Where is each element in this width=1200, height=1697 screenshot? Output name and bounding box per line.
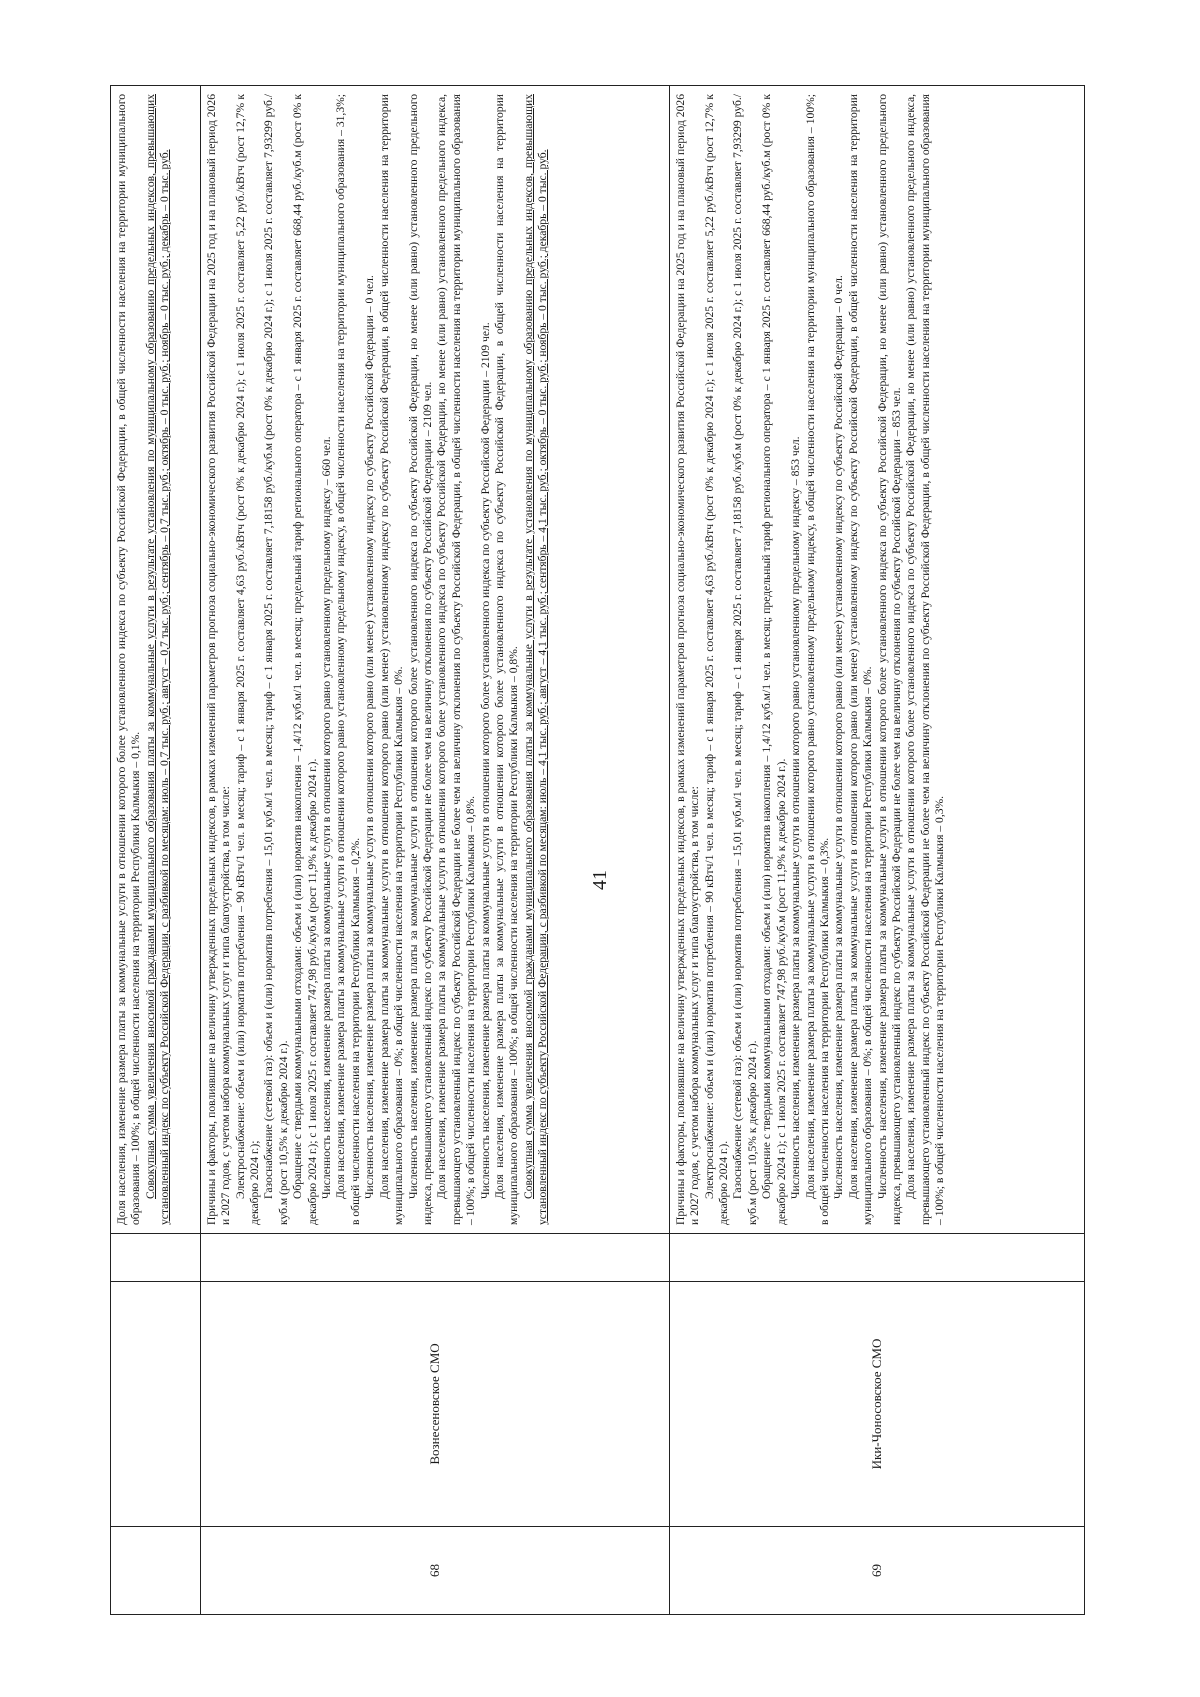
table-row: [670, 86, 1084, 1614]
empty-cell: [670, 1233, 1084, 1281]
page-number: 41: [589, 870, 611, 890]
paragraph: Обращение с твердыми коммунальными отходами: объем и (или) норматив накопления – 1,4/12 куб.м/1 чел. в месяц; предельный тариф регионального оператора – с 1 января 2025 г. составляет 668,44 руб./куб.м (рост 0% к декабрю 2024 г.); с 1 июля 2025 г. составляет 747,98 руб./куб.м (рост 11,9% к декабрю 2024 г.).: [760, 94, 788, 1225]
paragraph: Доля населения, изменение размера платы за коммунальные услуги в отношении которого более установленного индекса по субъекту Российской Федерации, в общей численности населения на территории муниципального образования – 100%; в общей численности населения на территории Республики Калмыкия – 0,8%.: [492, 94, 521, 1225]
paragraph: Доля населения, изменение размера платы за коммунальные услуги в отношении которого равно установленному предельному индексу, в общей численности населения на территории муниципального образования – 100%; в общей численности населения на территории Республики Калмыкия – 0,3%.: [803, 94, 831, 1225]
paragraph: Причины и факторы, повлиявшие на величину утвержденных предельных индексов, в рамках изменений параметров прогноза социально-экономического развития Российской Федерации на 2025 год и на плановый период 2026 и 2027 годов, с учетом набора коммунальных услуг и типа благоустройства, в том числе:: [673, 94, 702, 1225]
data-table: [110, 85, 1085, 1615]
empty-cell: [111, 1233, 200, 1281]
description-cell: [111, 86, 200, 1233]
paragraph: Газоснабжение (сетевой газ): объем и (или) норматив потребления – 15,01 куб.м/1 чел. в месяц; тариф – с 1 января 2025 г. составляет 7,18158 руб./куб.м (рост 0% к декабрю 2024 г.); с 1 июля 2025 г. составляет 7,93299 руб./куб.м (рост 10,5% к декабрю 2024 г.).: [731, 94, 759, 1225]
description-cell: [201, 86, 669, 1233]
paragraph: Доля населения, изменение размера платы за коммунальные услуги в отношении которого равно (или менее) установленному индексу по субъекту Российской Федерации, в общей численности населения на территории муниципального образования – 0%; в общей численности населения на территории Республики Калмыкия – 0%.: [846, 94, 875, 1225]
row-number-cell: [201, 1526, 669, 1614]
paragraph: Доля населения, изменение размера платы за коммунальные услуги в отношении которого более установленного индекса по субъекту Российской Федерации, но менее (или равно) установленного предельного индекса, превышающего установленный индекс по субъекту Российской Федерации не более чем на величину отклонения по субъекту Российской Федерации, в общей численности населения на территории муниципального образования – 100%; в общей численности населения на территории Республики Калмыкия – 0,8%.: [435, 94, 478, 1225]
municipality-cell: [201, 1281, 669, 1526]
paragraph: Доля населения, изменение размера платы за коммунальные услуги в отношении которого равно установленному предельному индексу, в общей численности населения на территории муниципального образования – 31,3%; в общей численности населения на территории Республики Калмыкия – 0,2%.: [334, 94, 362, 1225]
paragraph: Доля населения, изменение размера платы за коммунальные услуги в отношении которого более установленного индекса по субъекту Российской Федерации, в общей численности населения на территории муниципального образования – 100%; в общей численности населения на территории Республики Калмыкия – 0,1%.: [115, 94, 143, 1225]
paragraph: Доля населения, изменение размера платы за коммунальные услуги в отношении которого более установленного индекса по субъекту Российской Федерации, но менее (или равно) установленного предельного индекса, превышающего установленный индекс по субъекту Российской Федерации не более чем на величину отклонения по субъекту Российской Федерации, в общей численности населения на территории муниципального образования – 100%; в общей численности населения на территории Республики Калмыкия – 0,3%.: [904, 94, 947, 1225]
paragraph: Совокупная сумма увеличения вносимой гражданами муниципального образования платы за коммунальные услуги в результате установления по муниципальному образованию предельных индексов, превышающих установленный индекс по субъекту Российской Федерации, с разбивкой по месяцам: июль – 4,1 тыс. руб.; август – 4,1 тыс. руб.; сентябрь – 4,1 тыс. руб.; октябрь – 0 тыс. руб.; ноябрь – 0 тыс. руб.; декабрь – 0 тыс. руб.: [521, 94, 550, 1225]
paragraph: Электроснабжение: объем и (или) норматив потребления – 90 кВтч/1 чел. в месяц; тариф – с 1 января 2025 г. составляет 4,63 руб./кВтч (рост 0% к декабрю 2024 г.); с 1 июля 2025 г. составляет 5,22 руб./кВтч (рост 12,7% к декабрю 2024 г.).: [702, 94, 731, 1225]
paragraph: Совокупная сумма увеличения вносимой гражданами муниципального образования платы за коммунальные услуги в результате установления по муниципальному образованию предельных индексов, превышающих установленный индекс по субъекту Российской Федерации, с разбивкой по месяцам: июль – 0,7 тыс. руб.; август – 0,7 тыс. руб.; сентябрь – 0,7 тыс. руб.; октябрь – 0 тыс. руб.; ноябрь – 0 тыс. руб.; декабрь – 0 тыс. руб.: [143, 94, 172, 1225]
paragraph: Численность населения, изменение размера платы за коммунальные услуги в отношении которого равно (или менее) установленному индексу по субъекту Российской Федерации – 0 чел.: [363, 275, 377, 1199]
table-row: [111, 86, 201, 1614]
empty-cell: [201, 1233, 669, 1281]
table-row: [201, 86, 670, 1614]
rotated-table-canvas: [110, 85, 1085, 1615]
municipality-cell: [111, 1281, 200, 1526]
municipality-cell: [670, 1281, 1084, 1526]
municipality-name: Вознесеновское СМО: [426, 1343, 442, 1465]
paragraph: Обращение с твердыми коммунальными отходами: объем и (или) норматив накопления – 1,4/12 куб.м/1 чел. в месяц; предельный тариф регионального оператора – с 1 января 2025 г. составляет 668,44 руб./куб.м (рост 0% к декабрю 2024 г.); с 1 июля 2025 г. составляет 747,98 руб./куб.м (рост 11,9% к декабрю 2024 г.).: [291, 94, 319, 1225]
paragraph: Численность населения, изменение размера платы за коммунальные услуги в отношении которого более установленного индекса по субъекту Российской Федерации, но менее (или равно) установленного предельного индекса, превышающего установленный индекс по субъекту Российской Федерации не более чем на величину отклонения по субъекту Российской Федерации – 853 чел.: [875, 94, 903, 1225]
paragraph: Численность населения, изменение размера платы за коммунальные услуги в отношении которого более установленного индекса по субъекту Российской Федерации, но менее (или равно) установленного предельного индекса, превышающего установленный индекс по субъекту Российской Федерации не более чем на величину отклонения по субъекту Российской Федерации – 2109 чел.: [406, 94, 434, 1225]
paragraph: Электроснабжение: объем и (или) норматив потребления – 90 кВтч/1 чел. в месяц; тариф – с 1 января 2025 г. составляет 4,63 руб./кВтч (рост 0% к декабрю 2024 г.); с 1 июля 2025 г. составляет 5,22 руб./кВтч (рост 12,7% к декабрю 2024 г.);: [233, 94, 262, 1225]
municipality-name: Ики-Чоносовское СМО: [868, 1338, 884, 1470]
paragraph: Численность населения, изменение размера платы за коммунальные услуги в отношении которого равно установленному предельному индексу – 660 чел.: [320, 436, 334, 1199]
paragraph: Причины и факторы, повлиявшие на величину утвержденных предельных индексов, в рамках изменений параметров прогноза социально-экономического развития Российской Федерации на 2025 год и на плановый период 2026 и 2027 годов, с учетом набора коммунальных услуг и типа благоустройства, в том числе:: [204, 94, 233, 1225]
row-number-cell: [111, 1526, 200, 1614]
paragraph: Численность населения, изменение размера платы за коммунальные услуги в отношении которого более установленного индекса по субъекту Российской Федерации – 2109 чел.: [478, 322, 492, 1199]
row-number: 69: [868, 1564, 884, 1577]
row-number-cell: [670, 1526, 1084, 1614]
paragraph: Численность населения, изменение размера платы за коммунальные услуги в отношении которого равно установленному предельному индексу – 853 чел.: [789, 436, 803, 1199]
description-cell: [670, 86, 1084, 1233]
rotated-table-wrapper: [110, 85, 1085, 1615]
row-number: 68: [426, 1564, 442, 1577]
paragraph: Численность населения, изменение размера платы за коммунальные услуги в отношении которого равно (или менее) установленному индексу по субъекту Российской Федерации – 0 чел.: [832, 275, 846, 1199]
paragraph: Доля населения, изменение размера платы за коммунальные услуги в отношении которого равно (или менее) установленному индексу по субъекту Российской Федерации, в общей численности населения на территории муниципального образования – 0%; в общей численности населения на территории Республики Калмыкия – 0%.: [377, 94, 406, 1225]
paragraph: Газоснабжение (сетевой газ): объем и (или) норматив потребления – 15,01 куб.м/1 чел. в месяц; тариф – с 1 января 2025 г. составляет 7,18158 руб./куб.м (рост 0% к декабрю 2024 г.); с 1 июля 2025 г. составляет 7,93299 руб./куб.м (рост 10,5% к декабрю 2024 г.).: [262, 94, 290, 1225]
